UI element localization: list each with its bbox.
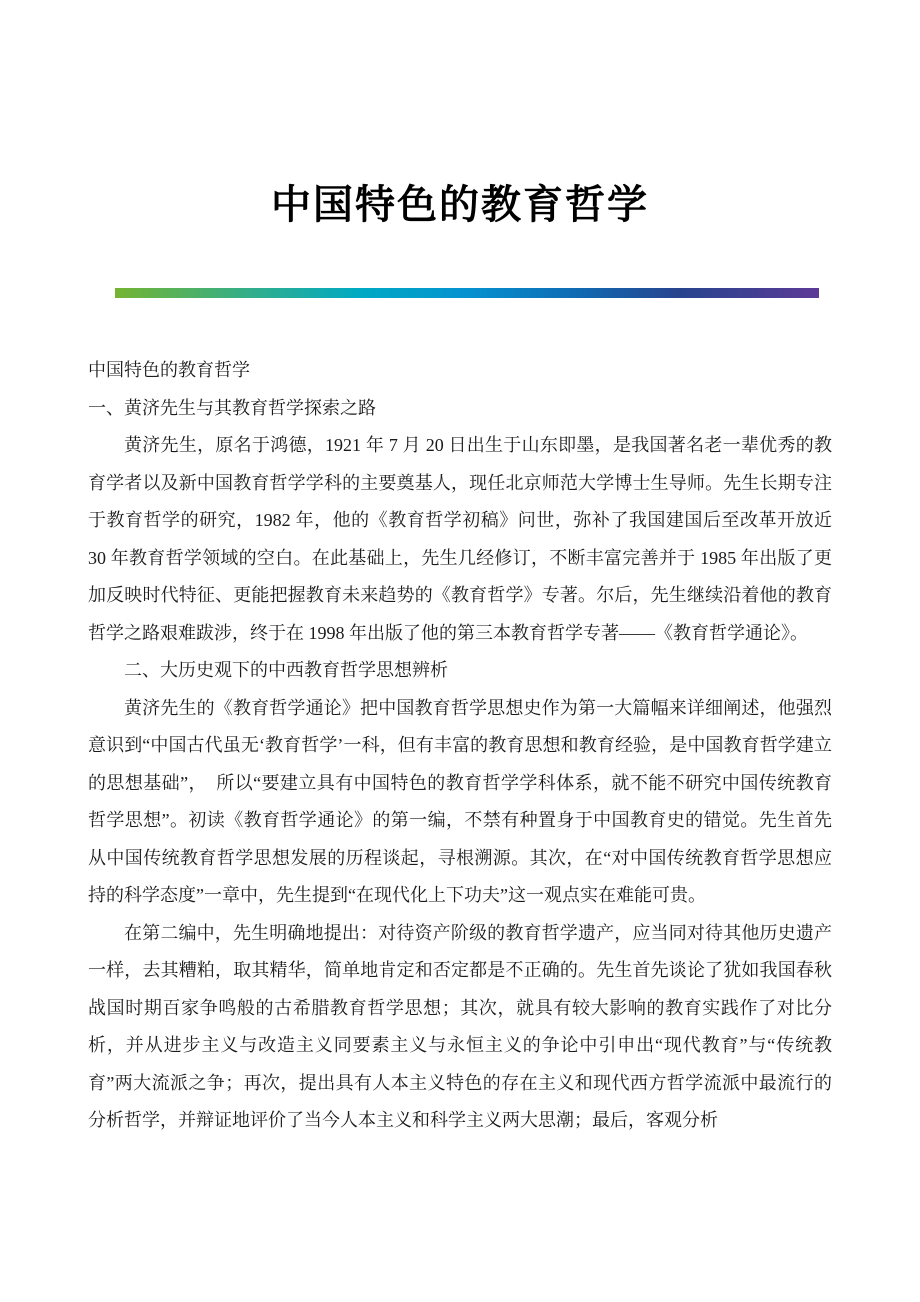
- paragraph-chinese-tradition: 黄济先生的《教育哲学通论》把中国教育哲学思想史作为第一大篇幅来详细阐述，他强烈意识到“中国古代虽无‘教育哲学’一科，但有丰富的教育思想和教育经验，是中国教育哲学建立的思想基础”， 所以“要建立具有中国特色的教育哲学学科体系，就不能不研究中国传统教育哲学思想”。初读《教育哲学通论》的第一编，不禁有种置身于中国教育史的错觉。先生首先从中国传统教育哲学思想发展的历程谈起，寻根溯源。其次，在“对中国传统教育哲学思想应持的科学态度”一章中，先生提到“在现代化上下功夫”这一观点实在难能可贵。: [88, 697, 832, 905]
- document-body: [88, 352, 832, 1140]
- paragraph-biography: 黄济先生，原名于鸿德，1921 年 7 月 20 日出生于山东即墨，是我国著名老一辈优秀的教育学者以及新中国教育哲学学科的主要奠基人，现任北京师范大学博士生导师。先生长期专注于教育哲学的研究，1982 年，他的《教育哲学初稿》问世，弥补了我国建国后至改革开放近 30 年教育哲学领域的空白。在此基础上，先生几经修订，不断丰富完善并于 1985 年出版了更加反映时代特征、更能把握教育未来趋势的《教育哲学》专著。尔后，先生继续沿着他的教育哲学之路艰难跋涉，终于在 1998 年出版了他的第三本教育哲学专著——《教育哲学通论》。: [88, 435, 832, 643]
- paragraph-western-philosophy: 在第二编中，先生明确地提出：对待资产阶级的教育哲学遗产，应当同对待其他历史遗产一样，去其糟粕，取其精华，简单地肯定和否定都是不正确的。先生首先谈论了犹如我国春秋战国时期百家争鸣般的古希腊教育哲学思想；其次，就具有较大影响的教育实践作了对比分析，并从进步主义与改造主义同要素主义与永恒主义的争论中引申出“现代教育”与“传统教育”两大流派之争；再次，提出具有人本主义特色的存在主义和现代西方哲学流派中最流行的分析哲学，并辩证地评价了当今人本主义和科学主义两大思潮；最后，客观分析: [88, 922, 832, 1130]
- gradient-divider-bar: [115, 288, 819, 298]
- paragraph-title-restate: 中国特色的教育哲学: [88, 360, 250, 380]
- paragraph-section-1-heading: 一、黄济先生与其教育哲学探索之路: [88, 397, 376, 418]
- page-title: 中国特色的教育哲学: [271, 182, 649, 227]
- paragraph-section-2-heading: 二、大历史观下的中西教育哲学思想辨析: [124, 660, 448, 680]
